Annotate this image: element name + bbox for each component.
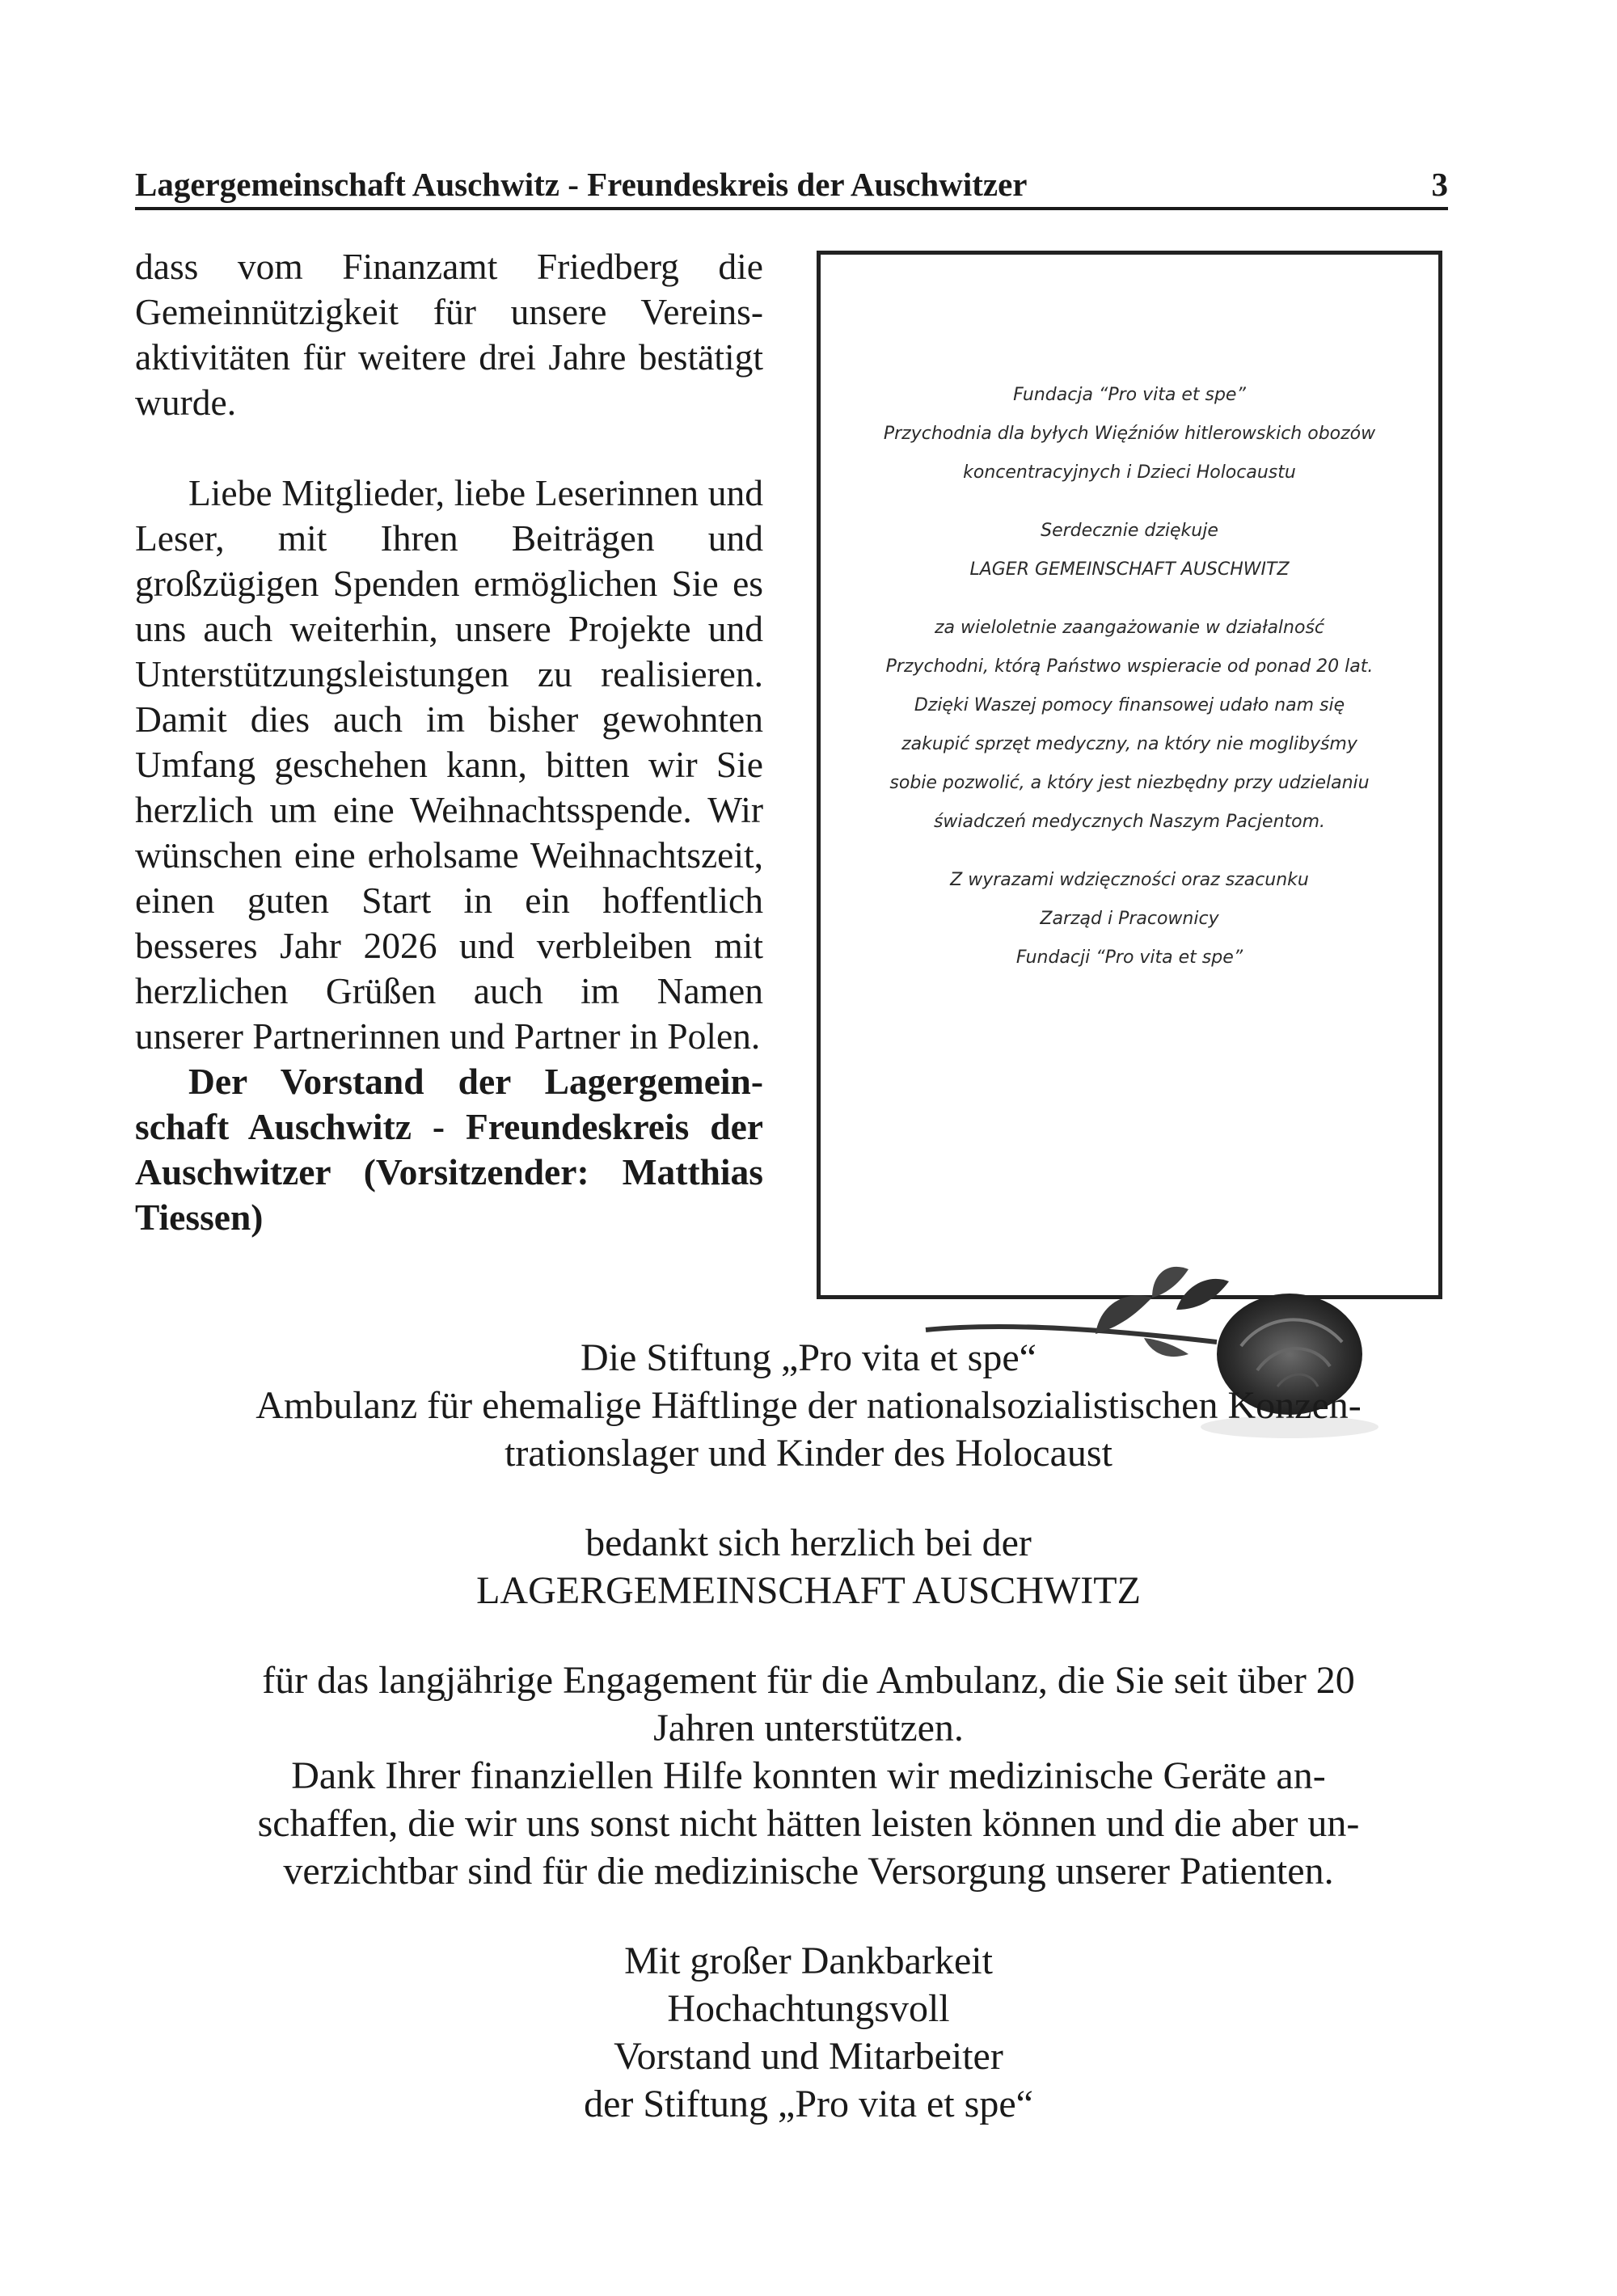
translation-line: für das langjährige Engagement für die Ambulanz, die Sie seit über 20 — [262, 1659, 1355, 1702]
card-line: Serdecznie dziękuje — [1041, 521, 1218, 541]
card-line: Dzięki Waszej pomocy finansowej udało nam się — [914, 695, 1345, 715]
translation-line: bedankt sich herzlich bei der — [585, 1522, 1032, 1564]
card-line: Przychodni, którą Państwo wspieracie od ponad 20 lat. — [885, 656, 1374, 677]
card-line: Zarząd i Pracownicy — [1040, 909, 1219, 929]
card-line: Przychodnia dla byłych Więźniów hitlerowskich obozów — [883, 424, 1376, 444]
thank-you-card-image — [817, 251, 1442, 1299]
translation-line: schaffen, die wir uns sonst nicht hätten leisten können und die aber un- — [257, 1802, 1360, 1845]
translation-line: Die Stiftung „Pro vita et spe“ — [581, 1336, 1036, 1379]
translation-line: Dank Ihrer finanziellen Hilfe konnten wir medizinische Geräte an- — [291, 1754, 1326, 1797]
translation-line: trationslager und Kinder des Holocaust — [505, 1432, 1112, 1475]
paragraph-donation-appeal: Liebe Mitglieder, liebe Leserinnen und Leser, mit Ihren Beiträgen und großzügigen Spenden ermöglichen Sie es uns auch weiterhin, unsere Projekte und Unterstützungsleistungen zu realisieren. Damit dies auch im bisher gewohnten Umfang geschehen kann, bitten wir Sie herzlich um eine Weihnachtsspende. Wir wünschen eine erholsame Weihnachtszeit, einen guten Start in ein hoffentlich besseres Jahr 2026 und verbleiben mit herzlichen Grüßen auch im Namen unserer Partnerinnen und Partner in Polen. — [135, 472, 763, 1057]
card-line: sobie pozwolić, a który jest niezbędny przy udzielaniu — [889, 773, 1370, 793]
translation-line: Vorstand und Mitarbeiter — [614, 2035, 1003, 2078]
card-line: LAGER GEMEINSCHAFT AUSCHWITZ — [969, 559, 1290, 580]
board-signature: Der Vorstand der Lagergemeinschaft Auschwitz - Freundeskreis der Auschwitzer (Vorsitzender: Matthias Tiessen) — [135, 1061, 763, 1238]
translation-line: Jahren unterstützen. — [653, 1707, 964, 1749]
left-column-text — [135, 244, 763, 1240]
translation-line: der Stiftung „Pro vita et spe“ — [584, 2083, 1033, 2125]
page-number: 3 — [1431, 166, 1448, 203]
card-text — [821, 376, 1438, 977]
card-line: Fundacja “Pro vita et spe” — [1013, 385, 1246, 405]
page-header — [135, 158, 1448, 210]
card-line: zakupić sprzęt medyczny, na który nie moglibyśmy — [901, 734, 1357, 754]
card-line: koncentracyjnych i Dzieci Holocaustu — [963, 462, 1296, 483]
german-translation — [113, 1334, 1504, 2128]
card-line: świadczeń medycznych Naszym Pacjentom. — [933, 812, 1326, 832]
translation-line: Hochachtungsvoll — [667, 1987, 950, 2030]
card-line: za wieloletnie zaangażowanie w działalność — [934, 618, 1325, 638]
translation-line: Mit großer Dankbarkeit — [624, 1939, 993, 1982]
translation-line: LAGERGEMEINSCHAFT AUSCHWITZ — [476, 1569, 1141, 1612]
card-line: Fundacji “Pro vita et spe” — [1015, 948, 1243, 968]
header-divider — [135, 207, 1448, 210]
card-line: Z wyrazami wdzięczności oraz szacunku — [950, 870, 1309, 890]
translation-line: Ambulanz für ehemalige Häftlinge der nationalsozialistischen Konzen- — [255, 1384, 1362, 1427]
translation-line: verzichtbar sind für die medizinische Versorgung unserer Patienten. — [283, 1850, 1334, 1893]
paragraph-tax-status: dass vom Finanzamt Friedberg die Gemeinnützigkeit für unsere Vereinsaktivitäten für weitere drei Jahre bestätigt wurde. — [135, 246, 763, 423]
running-title: Lagergemeinschaft Auschwitz - Freundeskreis der Auschwitzer — [135, 166, 1028, 203]
